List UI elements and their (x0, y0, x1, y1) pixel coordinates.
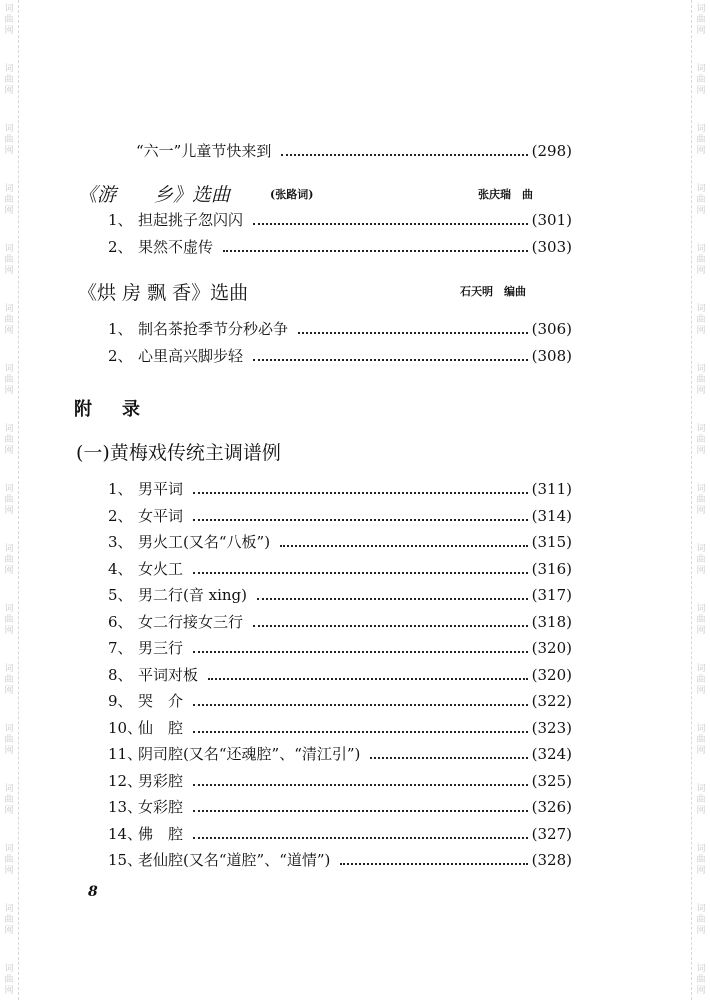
entry-page: (308) (531, 347, 572, 365)
section-composer: 张庆瑞 曲 (478, 188, 533, 201)
entry-page: (326) (531, 798, 572, 816)
watermark-text: 词 曲 网 (696, 604, 706, 636)
watermark-text: 词 曲 网 (696, 844, 706, 876)
entry-page: (327) (531, 824, 572, 843)
toc-entry (108, 531, 572, 553)
dot-leader (370, 757, 527, 759)
appendix-title: 附 录 (74, 399, 146, 420)
dot-leader (193, 784, 528, 786)
appendix-subtitle: (一)黄梅戏传统主调谱例 (76, 442, 281, 464)
watermark-text: 词 曲 网 (4, 424, 14, 456)
watermark-text: 词 曲 网 (4, 64, 14, 96)
watermark-text: 词 曲 网 (696, 64, 706, 96)
watermark-text: 词 曲 网 (696, 544, 706, 576)
entry-page: (303) (531, 238, 572, 256)
dot-leader (280, 545, 528, 547)
watermark-text: 词 曲 网 (696, 784, 706, 816)
dot-leader (298, 332, 528, 334)
dot-leader (257, 598, 528, 600)
entry-title: 心里高兴脚步轻 (138, 347, 244, 365)
entry-title: 女平词 (138, 506, 184, 525)
entry-title: 老仙腔(又名“道腔”、“道情”) (138, 851, 331, 869)
entry-page: (298) (531, 142, 572, 160)
toc-entry (108, 584, 572, 606)
watermark-text: 词 曲 网 (696, 244, 706, 276)
page-number: 8 (88, 884, 98, 900)
entry-number: 4、 (108, 559, 133, 578)
watermark-text: 词 曲 网 (696, 364, 706, 396)
entry-page: (316) (531, 559, 572, 578)
toc-entry (108, 505, 572, 527)
toc-entry (108, 770, 572, 792)
entry-title: 佛 腔 (138, 824, 184, 843)
toc-entry (108, 743, 572, 765)
dot-leader (253, 359, 528, 361)
watermark-text: 词 曲 网 (4, 904, 14, 936)
entry-number: 12、 (108, 771, 143, 790)
toc-entry (108, 318, 572, 340)
dot-leader (281, 154, 527, 156)
entry-number: 10、 (108, 718, 143, 737)
toc-entry (108, 478, 572, 500)
watermark-text: 词 曲 网 (4, 784, 14, 816)
entry-number: 14、 (108, 824, 143, 843)
toc-entry (108, 849, 572, 871)
entry-title: 男火工(又名“八板”) (138, 533, 271, 551)
entry-page: (324) (531, 745, 572, 763)
watermark-text: 词 曲 网 (4, 244, 14, 276)
dot-leader (223, 250, 528, 252)
entry-title: 哭 介 (138, 692, 184, 710)
entry-title: 女火工 (138, 559, 184, 578)
watermark-text: 词 曲 网 (696, 724, 706, 756)
watermark-text: 词 曲 网 (4, 484, 14, 516)
entry-title: 果然不虚传 (138, 238, 214, 256)
watermark-text: 词 曲 网 (696, 484, 706, 516)
entry-number: 1、 (108, 320, 133, 338)
dot-leader (193, 572, 528, 574)
entry-page: (328) (531, 851, 572, 869)
entry-number: 2、 (108, 238, 133, 256)
dot-leader (253, 625, 528, 627)
entry-number: 7、 (108, 639, 133, 657)
entry-page: (325) (531, 771, 572, 790)
dot-leader (208, 678, 528, 680)
watermark-text: 词 曲 网 (4, 184, 14, 216)
toc-entry-top (136, 140, 572, 162)
dot-leader (253, 223, 528, 225)
entry-page: (320) (531, 639, 572, 657)
toc-entry (108, 717, 572, 739)
dot-leader (193, 519, 528, 521)
watermark-text: 词 曲 网 (4, 724, 14, 756)
section-lyricist: (张路词) (270, 188, 314, 201)
entry-page: (301) (531, 211, 572, 229)
toc-entry (108, 690, 572, 712)
section-title-youxiang: 《游 乡》选曲 (78, 184, 231, 206)
entry-title: 男二行(音 xing) (138, 586, 247, 604)
dot-leader (193, 837, 528, 839)
entry-page: (322) (531, 692, 572, 710)
entry-title: 女二行接女三行 (138, 612, 244, 631)
watermark-text: 词 曲 网 (696, 124, 706, 156)
watermark-text: 词 曲 网 (4, 844, 14, 876)
entry-title: 平词对板 (138, 665, 199, 684)
section-title-hongfang: 《烘 房 飘 香》选曲 (78, 282, 249, 304)
entry-title: “六一”儿童节快来到 (136, 142, 272, 160)
watermark-text: 词 曲 网 (4, 304, 14, 336)
entry-number: 3、 (108, 533, 133, 551)
entry-page: (306) (531, 320, 572, 338)
entry-title: 男平词 (138, 480, 184, 498)
entry-number: 8、 (108, 665, 133, 684)
watermark-text: 词 曲 网 (696, 904, 706, 936)
entry-number: 11、 (108, 745, 143, 763)
dot-leader (193, 651, 528, 653)
entry-page: (323) (531, 718, 572, 737)
entry-number: 9、 (108, 692, 133, 710)
watermark-text: 词 曲 网 (696, 424, 706, 456)
entry-number: 13、 (108, 798, 143, 816)
watermark-text: 词 曲 网 (4, 544, 14, 576)
entry-page: (317) (531, 586, 572, 604)
entry-title: 女彩腔 (138, 798, 184, 816)
entry-title: 男彩腔 (138, 771, 184, 790)
dot-leader (193, 810, 528, 812)
entry-page: (311) (531, 480, 572, 498)
watermark-text: 词 曲 网 (696, 184, 706, 216)
dot-leader (340, 863, 527, 865)
watermark-text: 词 曲 网 (4, 604, 14, 636)
entry-number: 6、 (108, 612, 133, 631)
entry-number: 1、 (108, 211, 133, 229)
entry-number: 5、 (108, 586, 133, 604)
dot-leader (193, 731, 528, 733)
dot-leader (193, 492, 528, 494)
dot-leader (193, 704, 528, 706)
entry-title: 仙 腔 (138, 718, 184, 737)
watermark-text: 词 曲 网 (4, 124, 14, 156)
toc-entry (108, 345, 572, 367)
section-composer: 石天明 编曲 (460, 285, 526, 298)
toc-entry (108, 558, 572, 580)
entry-page: (315) (531, 533, 572, 551)
toc-entry (108, 823, 572, 845)
entry-number: 2、 (108, 347, 133, 365)
entry-title: 制名茶抢季节分秒必争 (138, 320, 289, 338)
toc-entry (108, 664, 572, 686)
entry-page: (320) (531, 665, 572, 684)
entry-page: (314) (531, 506, 572, 525)
entry-title: 男三行 (138, 639, 184, 657)
watermark-text: 词 曲 网 (4, 664, 14, 696)
toc-entry (108, 637, 572, 659)
entry-title: 阴司腔(又名“还魂腔”、“清江引”) (138, 745, 361, 763)
watermark-text: 词 曲 网 (696, 664, 706, 696)
watermark-text: 词 曲 网 (4, 364, 14, 396)
watermark-text: 词 曲 网 (696, 304, 706, 336)
toc-entry (108, 236, 572, 258)
watermark-text: 词 曲 网 (696, 4, 706, 36)
entry-number: 15、 (108, 851, 143, 869)
entry-number: 1、 (108, 480, 133, 498)
toc-entry (108, 796, 572, 818)
toc-entry (108, 611, 572, 633)
watermark-text: 词 曲 网 (696, 964, 706, 996)
entry-page: (318) (531, 612, 572, 631)
entry-title: 担起挑子忽闪闪 (138, 211, 244, 229)
watermark-text: 词 曲 网 (4, 964, 14, 996)
toc-entry (108, 209, 572, 231)
watermark-text: 词 曲 网 (4, 4, 14, 36)
entry-number: 2、 (108, 506, 133, 525)
